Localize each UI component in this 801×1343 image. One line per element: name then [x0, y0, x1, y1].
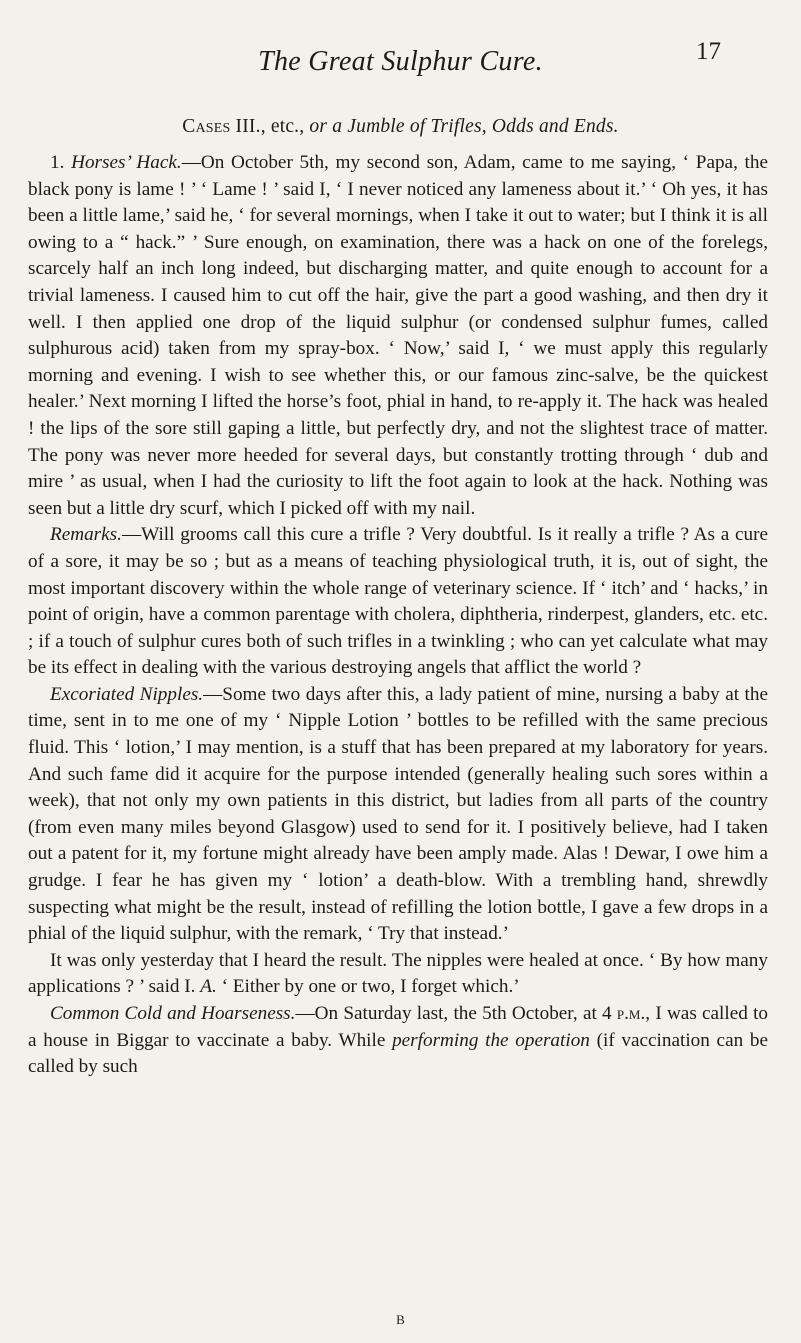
- paragraph-text: —On Saturday last, the 5th October, at 4: [295, 1003, 617, 1024]
- paragraph-text: It was only yesterday that I heard the result. The nipples were healed at once. ‘ By how many applications ? ’ said I.: [28, 949, 768, 998]
- section-heading-subtitle: or a Jumble of Trifles, Odds and Ends.: [309, 116, 619, 137]
- section-heading-prefix: Cases III.,: [182, 116, 266, 137]
- paragraph-horses-hack: [28, 150, 768, 522]
- paragraph-excoriated-nipples: [28, 682, 768, 948]
- paragraph-text: —Some two days after this, a lady patient of mine, nursing a baby at the time, sent in to me one of my ‘ Nipple Lotion ’ bottles to be refilled with the same precious fluid. This ‘ lotion,’ I may mention, is a stuff that has been prepared at my laboratory for years. And such fame did it acquire for the purpose intended (generally healing such sores within a week), that not only my own patients in this district, but ladies from all parts of the country (from even many miles beyond Glasgow) used to send for it. I positively believe, had I taken out a patent for it, my fortune might already have been amply made. Alas ! Dewar, I owe him a grudge. I fear he has given my ‘ lotion’ a death-blow. With a trembling hand, shrewdly suspecting what might be the result, instead of refilling the lotion bottle, I gave a few drops in a phial of the liquid sulphur, with the remark, ‘ Try that instead.’: [28, 683, 768, 945]
- case-title-remarks: Remarks.: [50, 524, 122, 546]
- paragraph-text: (if vaccination can be called by such: [28, 1029, 769, 1078]
- paragraph-text: ‘ Either by one or two, I forget which.’: [216, 976, 520, 998]
- signature-mark: B: [396, 1312, 405, 1327]
- paragraph-common-cold: [28, 1001, 768, 1081]
- page-number: 17: [696, 38, 721, 65]
- body-text: [28, 150, 768, 1081]
- italic-phrase: performing the operation: [392, 1029, 590, 1051]
- running-title: The Great Sulphur Cure.: [258, 46, 543, 77]
- paragraph-text: —Will grooms call this cure a trifle ? Very doubtful. Is it really a trifle ? As a cure of a sore, it may be so ; but as a means of teaching physiological truth, it is, out of sight, the most important discovery within the whole range of veterinary science. If ‘ itch’ and ‘ hacks,’ in point of origin, have a common parentage with cholera, diphtheria, rinderpest, glanders, etc. etc. ; if a touch of sulphur cures both of such trifles in a twinkling ; who can yet calculate what may be its effect in dealing with the various destroying angels that afflict the world ?: [28, 524, 768, 679]
- paragraph-result: [28, 948, 768, 1001]
- speaker-initial: A.: [200, 976, 217, 998]
- paragraph-text: —On October 5th, my second son, Adam, came to me saying, ‘ Papa, the black pony is lame ! ’ ‘ Lame ! ’ said I, ‘ I never noticed any lameness about it.’ ‘ Oh yes, it has been a little lame,’ said he, ‘ for several mornings, when I take it out to water; but I think it is all owing to a “ hack.” ’ Sure enough, on examination, there was a hack on one of the forelegs, scarcely half an inch long indeed, but discharging matter, and quite enough to account for a trivial lameness. I caused him to cut off the hair, give the part a good washing, and then dry it well. I then applied one drop of the liquid sulphur (or condensed sulphur fumes, called sulphurous acid) taken from my spray-box. ‘ Now,’ said I, ‘ we must apply this regularly morning and evening. I wish to see whether this, or our famous zinc-salve, be the quickest healer.’ Next morning I lifted the horse’s foot, phial in hand, to re-apply it. The hack was healed ! the lips of the sore still gaping a little, but perfectly dry, and not the slightest trace of matter. The pony was never more heeded for several days, but constantly trotting through ‘ dub and mire ’ as usual, when I had the curiosity to lift the foot again to look at the hack. Nothing was seen but a little dry scurf, which I picked off with my nail.: [28, 152, 768, 519]
- section-heading-etc: etc.,: [265, 116, 310, 137]
- case-title-excoriated-nipples: Excoriated Nipples.: [50, 683, 204, 705]
- time-abbreviation: p.m.: [616, 1003, 646, 1024]
- section-heading: [0, 116, 801, 138]
- case-title-common-cold: Common Cold and Hoarseness.: [50, 1003, 296, 1024]
- case-number: 1.: [50, 152, 65, 173]
- paragraph-remarks: [28, 522, 768, 682]
- paragraph-text: , I was called to a house in Biggar to vaccinate a baby. While: [28, 1003, 768, 1051]
- case-title-horses-hack: Horses’ Hack.: [71, 152, 182, 173]
